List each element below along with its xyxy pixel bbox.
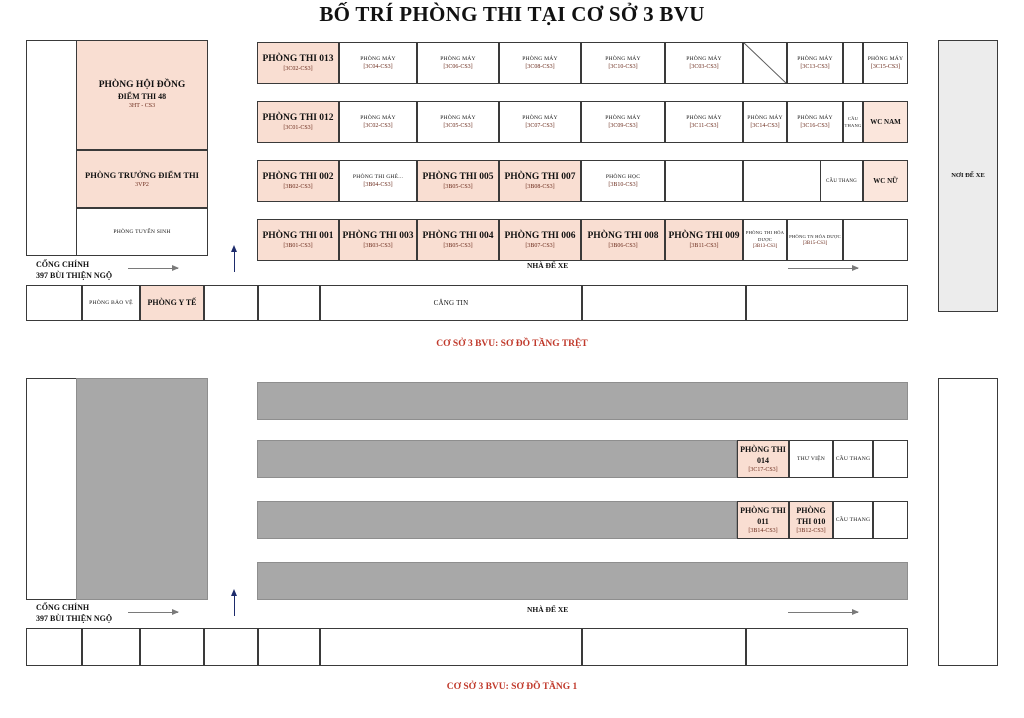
- room-tuyen-sinh-name: PHÒNG TUYỂN SINH: [113, 228, 171, 235]
- room-007-code: [3B08-CS3]: [525, 183, 555, 190]
- room-may-3C02-code: [3C02-CS3]: [363, 122, 393, 129]
- room-may-3C09-code: [3C09-CS3]: [608, 122, 638, 129]
- room-phong-thi-012[interactable]: [257, 101, 339, 143]
- room-phong-thi-011[interactable]: [737, 501, 789, 539]
- bike-shed-label-floor0: NHÀ ĐỂ XE: [527, 261, 569, 270]
- room-hoi-dong[interactable]: [76, 40, 208, 150]
- room-phong-thi-010[interactable]: [789, 501, 833, 539]
- bottom-cell-0: [26, 285, 82, 321]
- room-007-label: PHÒNG THI 007: [504, 171, 576, 182]
- room-006-label: PHÒNG THI 006: [504, 230, 576, 241]
- room-3B04-code: [3B04-CS3]: [363, 181, 393, 188]
- room-013-code: [3C02-CS3]: [283, 65, 313, 72]
- corridor-bar-3: [257, 501, 737, 539]
- room-008-label: PHÒNG THI 008: [587, 230, 659, 241]
- room-may-3C03[interactable]: [665, 42, 743, 84]
- room-010-code: [3B12-CS3]: [796, 528, 826, 534]
- room-may-3C09-label: PHÒNG MÁY: [605, 114, 641, 121]
- stairs-014-label: CẦU THANG: [835, 455, 871, 462]
- room-009-code: [3B11-CS3]: [689, 242, 719, 249]
- room-may-3C05-code: [3C05-CS3]: [443, 122, 473, 129]
- room-005-label: PHÒNG THI 005: [422, 171, 494, 182]
- room-005-code: [3B05-CS3]: [443, 183, 473, 190]
- stairs-002[interactable]: [820, 160, 863, 202]
- room-truong-diem-thi-name: PHÒNG TRƯỞNG ĐIỂM THI: [85, 169, 199, 180]
- parking-right-floor0[interactable]: [938, 40, 998, 312]
- stairs-012[interactable]: [843, 101, 863, 143]
- room-3B13-code: [3B13-CS3]: [752, 244, 778, 249]
- canteen-label: CĂNG TIN: [433, 298, 469, 307]
- bottom1-cell-1: [82, 628, 140, 666]
- room-phong-thi-009[interactable]: [665, 219, 743, 261]
- bottom1-cell-7: [746, 628, 908, 666]
- room-phong-thi-008[interactable]: [581, 219, 665, 261]
- caption-floor0: CƠ SỞ 3 BVU: SƠ ĐỒ TẦNG TRỆT: [436, 339, 588, 349]
- room-006-code: [3B07-CS3]: [525, 242, 555, 249]
- room-phong-thi-001[interactable]: [257, 219, 339, 261]
- page-title: BỐ TRÍ PHÒNG THI TẠI CƠ SỞ 3 BVU: [319, 2, 705, 26]
- room-004-code: [3B05-CS3]: [443, 242, 473, 249]
- room-008-code: [3B06-CS3]: [608, 242, 638, 249]
- corridor-bar-2: [257, 440, 737, 478]
- room-gap-013: [843, 42, 863, 84]
- diagonal-line-icon: [743, 43, 787, 83]
- room-may-3C04-code: [3C04-CS3]: [363, 63, 393, 70]
- exit-arrow-floor0: [788, 268, 858, 269]
- corridor-bar-4: [257, 562, 908, 600]
- caption-floor1: CƠ SỞ 3 BVU: SƠ ĐỒ TẦNG 1: [446, 682, 578, 692]
- room-may-3C13-label: PHÒNG MÁY: [797, 55, 833, 62]
- stairs-002-label: CẦU THANG: [825, 178, 857, 184]
- room-phong-thi-014[interactable]: [737, 440, 789, 478]
- exit-arrow-floor1: [788, 612, 858, 613]
- room-3B13-label: PHÒNG THI HÓA DƯỢC: [745, 230, 785, 242]
- room-may-3C16-label: PHÒNG MÁY: [797, 114, 833, 121]
- room-3B04-label: PHÒNG THI GHÉ...: [352, 173, 404, 180]
- room-may-3C07-label: PHÒNG MÁY: [522, 114, 558, 121]
- room-may-3C08-code: [3C08-CS3]: [525, 63, 555, 70]
- stairs-011[interactable]: [833, 501, 873, 539]
- room-may-3C04-label: PHÒNG MÁY: [360, 55, 396, 62]
- room-003-code: [3B03-CS3]: [363, 242, 393, 249]
- wc-nu-label: WC NỮ: [873, 177, 898, 185]
- room-y-te[interactable]: [140, 285, 204, 321]
- room-may-3C11-label: PHÒNG MÁY: [686, 114, 722, 121]
- room-3B10-code: [3B10-CS3]: [608, 181, 638, 188]
- room-001-label: PHÒNG THI 001: [262, 230, 334, 241]
- entry-arrow-floor0: [234, 252, 235, 272]
- room-phong-thi-003[interactable]: [339, 219, 417, 261]
- room-empty-slash: [743, 42, 787, 84]
- stairs-012-label: CẦU THANG: [844, 116, 862, 128]
- room-phong-thi-006[interactable]: [499, 219, 581, 261]
- room-may-3C05[interactable]: [417, 101, 499, 143]
- room-tn-hoa-duoc-3B15[interactable]: [787, 219, 843, 261]
- room-may-3C15-code: [3C15-CS3]: [870, 63, 901, 70]
- room-may-3C14-label: PHÒNG MÁY: [747, 114, 783, 121]
- room-may-3C04[interactable]: [339, 42, 417, 84]
- room-012-label: PHÒNG THI 012: [262, 112, 334, 123]
- room-phong-thi-013[interactable]: [257, 42, 339, 84]
- room-3B15-label: PHÒNG TN HÓA DƯỢC: [789, 233, 841, 239]
- room-may-3C06-code: [3C06-CS3]: [443, 63, 473, 70]
- room-empty-001: [843, 219, 908, 261]
- room-hoi-dong-sub2: 3HT - CS3: [128, 103, 156, 109]
- room-3B10-label: PHÒNG HỌC: [605, 173, 641, 180]
- room-thi-ghep-3B04[interactable]: [339, 160, 417, 202]
- gate-arrow-floor1: [128, 612, 178, 613]
- wc-nam[interactable]: [863, 101, 908, 143]
- room-may-3C14-code: [3C14-CS3]: [750, 122, 780, 129]
- room-bao-ve[interactable]: [82, 285, 140, 321]
- bottom1-cell-5: [320, 628, 582, 666]
- room-hoa-duoc-3B13[interactable]: [743, 219, 787, 261]
- entry-arrow-floor1: [234, 596, 235, 616]
- gate-floor1: [36, 602, 112, 624]
- bike-shed-label-floor1: NHÀ ĐỂ XE: [527, 605, 569, 614]
- room-002-label: PHÒNG THI 002: [262, 171, 334, 182]
- room-may-3C13[interactable]: [787, 42, 843, 84]
- room-may-3C08[interactable]: [499, 42, 581, 84]
- room-011-label: PHÒNG THI 011: [740, 506, 786, 526]
- room-empty-floor1-b: [873, 501, 908, 539]
- room-009-label: PHÒNG THI 009: [668, 230, 740, 241]
- gate-line2-floor1: 397 BÙI THIỆN NGỘ: [36, 614, 113, 623]
- room-may-3C05-label: PHÒNG MÁY: [440, 114, 476, 121]
- gate-line1-floor1: CỔNG CHÍNH: [36, 603, 90, 612]
- stairs-014[interactable]: [833, 440, 873, 478]
- room-004-label: PHÒNG THI 004: [422, 230, 494, 241]
- room-may-3C16[interactable]: [787, 101, 843, 143]
- room-phong-thi-002[interactable]: [257, 160, 339, 202]
- parking-right-label: NƠI ĐỂ XE: [951, 172, 985, 179]
- room-may-3C07-code: [3C07-CS3]: [525, 122, 555, 129]
- room-may-3C15-label: PHÒNG MÁY: [867, 55, 904, 62]
- room-may-3C10[interactable]: [581, 42, 665, 84]
- room-may-3C14[interactable]: [743, 101, 787, 143]
- canteen-cell[interactable]: [320, 285, 582, 321]
- room-y-te-label: PHÒNG Y TẾ: [147, 298, 197, 307]
- room-3B15-code: [3B15-CS3]: [802, 240, 828, 246]
- room-truong-diem-thi[interactable]: [76, 150, 208, 208]
- room-may-3C11[interactable]: [665, 101, 743, 143]
- gate-floor0: [36, 259, 112, 281]
- room-phong-thi-004[interactable]: [417, 219, 499, 261]
- room-011-code: [3B14-CS3]: [748, 528, 778, 534]
- wc-nu[interactable]: [863, 160, 908, 202]
- room-may-3C08-label: PHÒNG MÁY: [522, 55, 558, 62]
- room-may-3C10-label: PHÒNG MÁY: [605, 55, 641, 62]
- gate-line2: 397 BÙI THIỆN NGỘ: [36, 271, 113, 280]
- room-truong-diem-thi-sub1: 3VP2: [135, 181, 149, 188]
- gate-arrow-floor0: [128, 268, 178, 269]
- room-may-3C09[interactable]: [581, 101, 665, 143]
- bottom-cell-3: [204, 285, 258, 321]
- bottom-cell-7: [746, 285, 908, 321]
- left-grey-block-floor1: [76, 378, 208, 600]
- room-may-3C10-code: [3C10-CS3]: [608, 63, 638, 70]
- gate-line1: CỔNG CHÍNH: [36, 260, 90, 269]
- bottom-cell-6: [582, 285, 746, 321]
- room-may-3C16-code: [3C16-CS3]: [800, 122, 830, 129]
- room-hoi-dong-sub1: ĐIỂM THI 48: [117, 92, 167, 101]
- room-bao-ve-label: PHÒNG BẢO VỆ: [89, 299, 133, 306]
- room-may-3C02[interactable]: [339, 101, 417, 143]
- room-may-3C15[interactable]: [863, 42, 908, 84]
- bottom1-cell-4: [258, 628, 320, 666]
- bottom1-cell-0: [26, 628, 82, 666]
- room-tuyen-sinh[interactable]: [76, 208, 208, 256]
- room-phong-thi-007[interactable]: [499, 160, 581, 202]
- room-may-3C11-code: [3C11-CS3]: [689, 122, 719, 129]
- bottom-cell-4: [258, 285, 320, 321]
- room-may-3C06[interactable]: [417, 42, 499, 84]
- room-may-3C02-label: PHÒNG MÁY: [360, 114, 396, 121]
- room-012-code: [3C01-CS3]: [283, 124, 313, 131]
- room-010-label: PHÒNG THI 010: [796, 506, 826, 526]
- wc-nam-label: WC NAM: [870, 118, 901, 126]
- room-phong-thi-005[interactable]: [417, 160, 499, 202]
- parking-right-floor1: [938, 378, 998, 666]
- room-001-code: [3B01-CS3]: [283, 242, 313, 249]
- library-floor1[interactable]: [789, 440, 833, 478]
- room-empty-002-a: [665, 160, 743, 202]
- bottom1-cell-2: [140, 628, 204, 666]
- room-may-3C06-label: PHÒNG MÁY: [440, 55, 476, 62]
- room-hoi-dong-name: PHÒNG HỘI ĐỒNG: [98, 80, 186, 90]
- room-empty-floor1-a: [873, 440, 908, 478]
- stairs-011-label: CẦU THANG: [835, 516, 871, 523]
- library-label: THƯ VIỆN: [796, 455, 826, 462]
- bottom1-cell-3: [204, 628, 258, 666]
- room-013-label: PHÒNG THI 013: [262, 53, 334, 64]
- room-002-code: [3B02-CS3]: [283, 183, 313, 190]
- room-may-3C03-label: PHÒNG MÁY: [686, 55, 722, 62]
- room-may-3C07[interactable]: [499, 101, 581, 143]
- room-hoc-3B10[interactable]: [581, 160, 665, 202]
- bottom1-cell-6: [582, 628, 746, 666]
- room-may-3C03-code: [3C03-CS3]: [689, 63, 719, 70]
- room-014-label: PHÒNG THI 014: [740, 445, 786, 465]
- room-014-code: [3C17-CS3]: [748, 467, 778, 473]
- corridor-bar-1: [257, 382, 908, 420]
- room-003-label: PHÒNG THI 003: [342, 230, 414, 241]
- room-may-3C13-code: [3C13-CS3]: [800, 63, 830, 70]
